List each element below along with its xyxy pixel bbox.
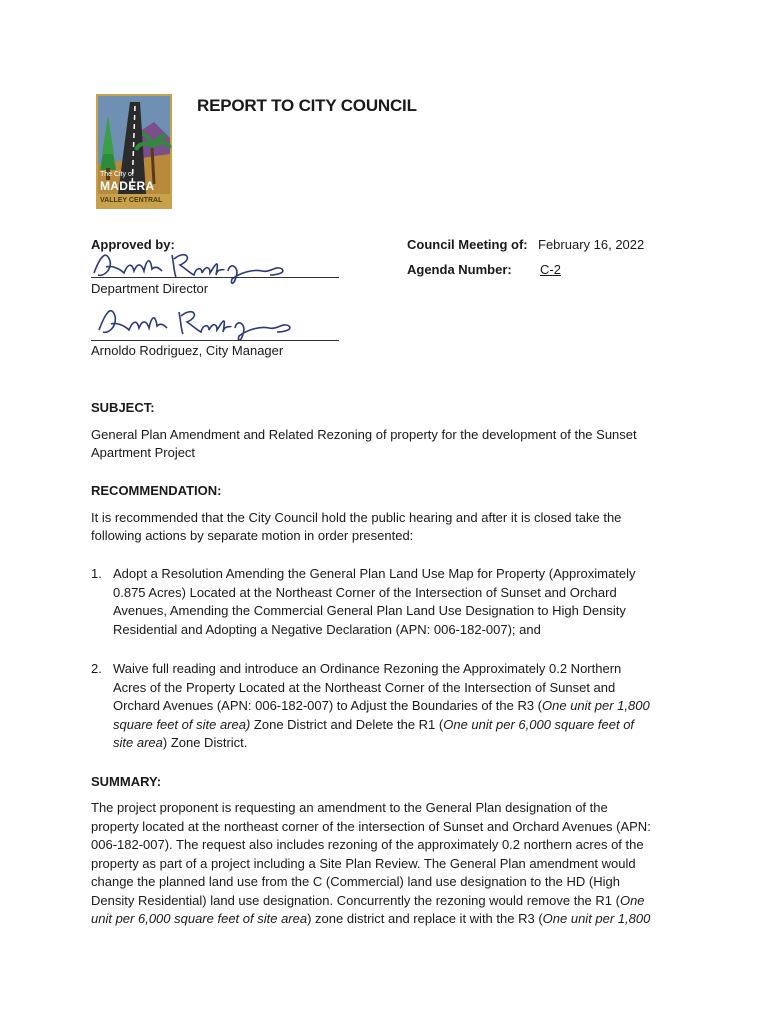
item-line: Residential and Adopting a Negative Declaration (APN: 006-182-007); and (113, 621, 541, 637)
item-line: Avenues, Amending the Commercial General Plan Land Use Designation to High Density (113, 603, 626, 618)
text-run: ) zone district and replace it with the R3 ( (307, 911, 543, 926)
recommendation-intro-line: It is recommended that the City Council hold the public hearing and after it is closed take the (91, 510, 622, 525)
report-title: REPORT TO CITY COUNCIL (197, 96, 417, 115)
agenda-number-label: Agenda Number: (407, 262, 512, 277)
summary-line (91, 910, 681, 929)
italic-run: One unit per 1,800 (542, 698, 650, 713)
text-run: ) Zone District. (162, 735, 248, 750)
logo-city-of: The City of (100, 171, 134, 178)
italic-run: square feet of site area) (113, 716, 251, 732)
recommendation-intro-line: following actions by separate motion in order presented: (91, 528, 414, 543)
summary-line: change the planned land use from the C (Commercial) land use designation to the HD (High (91, 874, 620, 889)
signature-line-2 (91, 340, 339, 341)
item-line: 0.875 Acres) Located at the Northeast Corner of the Intersection of Sunset and Orchard (113, 584, 617, 600)
approved-by-label: Approved by: (91, 237, 175, 252)
council-meeting-label: Council Meeting of: (407, 237, 528, 252)
subject-heading: SUBJECT: (91, 400, 155, 415)
logo-valley-central: VALLEY CENTRAL (100, 197, 163, 204)
subject-text-line: General Plan Amendment and Related Rezoning of property for the development of the Sunset (91, 427, 637, 442)
signature-line-1 (91, 277, 339, 278)
item-line (113, 734, 681, 753)
recommendation-item-1 (113, 565, 681, 639)
italic-run: site area (113, 735, 163, 750)
item-line: Adopt a Resolution Amending the General Plan Land Use Map for Property (Approximately (113, 566, 636, 581)
italic-run: One unit per 6,000 square feet of (443, 716, 635, 732)
item-number: 1. (91, 566, 102, 581)
text-run: Zone District and Delete the R1 ( (250, 716, 444, 732)
department-director-label: Department Director (91, 281, 209, 296)
summary-heading: SUMMARY: (91, 774, 162, 789)
recommendation-heading: RECOMMENDATION: (91, 483, 222, 498)
italic-run: One (619, 892, 645, 908)
logo-madera: MADERA (100, 179, 155, 193)
summary-line: property located at the northeast corner of the intersection of Sunset and Orchard Avenues (APN: (91, 818, 651, 834)
item-line: Waive full reading and introduce an Ordinance Rezoning the Approximately 0.2 Northern (113, 661, 622, 676)
item-line (113, 716, 681, 735)
text-run: Orchard Avenues (APN: 006-182-007) to Adjust the Boundaries of the R3 ( (113, 698, 543, 713)
city-manager-label: Arnoldo Rodriguez, City Manager (91, 343, 284, 358)
item-line: Acres of the Property Located at the Northeast Corner of the Intersection of Sunset and (113, 679, 616, 695)
text-run: Density Residential) land use designation. Concurrently the rezoning would remove the R1 ( (91, 892, 620, 908)
council-meeting-date: February 16, 2022 (538, 237, 645, 252)
summary-line: The project proponent is requesting an amendment to the General Plan designation of the (91, 800, 608, 815)
italic-run: One unit per 1,800 (542, 911, 651, 926)
subject-text-line: Apartment Project (91, 445, 196, 460)
city-logo (96, 94, 172, 209)
agenda-number-value: C-2 (540, 262, 561, 277)
recommendation-item-2 (113, 660, 681, 753)
summary-line (91, 892, 681, 911)
item-number: 2. (91, 661, 102, 676)
summary-line: 006-182-007). The request also includes rezoning of the approximately 0.2 northern acres of the (91, 837, 644, 852)
summary-line: property as part of a project including a Site Plan Review. The General Plan amendment would (91, 855, 636, 871)
italic-run: unit per 6,000 square feet of site area (91, 911, 308, 926)
item-line (113, 697, 681, 716)
summary-body (91, 799, 681, 929)
